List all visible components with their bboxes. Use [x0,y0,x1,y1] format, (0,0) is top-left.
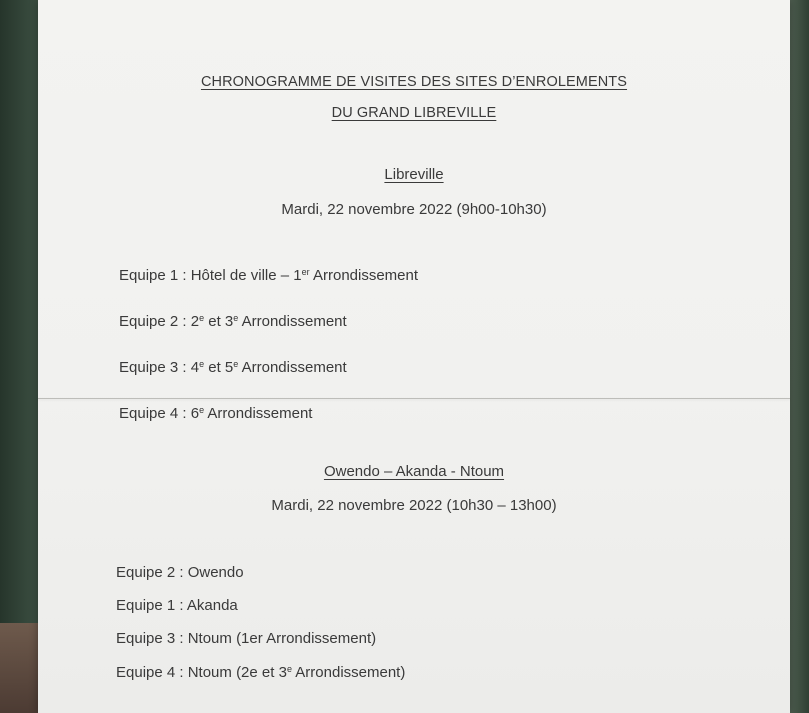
section-heading-libreville: Libreville [384,166,444,183]
item-text: et 3 [204,313,234,330]
document-title-line-1: CHRONOGRAMME DE VISITES DES SITES D’ENROLEMENTS [200,74,628,90]
list-item [119,406,312,421]
list-item [119,314,347,329]
item-superscript: e [199,359,205,369]
item-superscript: e [199,313,205,323]
paper-sheet [38,0,790,713]
item-superscript: e [233,313,239,323]
list-item [119,268,418,283]
item-superscript: er [301,267,310,277]
item-text: Equipe 1 : Hôtel de ville – 1 [119,267,302,284]
item-text: et 5 [204,359,234,376]
list-item [116,631,376,646]
item-text: Arrondissement [238,313,347,330]
list-item [116,665,405,680]
section-heading-owendo-akanda-ntoum: Owendo – Akanda - Ntoum [323,463,505,480]
item-text: Equipe 4 : 6 [119,405,200,422]
item-text: Arrondissement [204,405,313,422]
item-superscript: e [199,405,205,415]
item-superscript: e [233,359,239,369]
section-date-owendo-akanda-ntoum: Mardi, 22 novembre 2022 (10h30 – 13h00) [271,497,557,514]
item-text: Arrondissement [238,359,347,376]
item-text: Equipe 3 : 4 [119,359,200,376]
item-text: Equipe 3 : Ntoum (1er Arrondissement) [116,630,377,647]
item-text: Equipe 1 : Akanda [116,597,238,614]
section-date-libreville: Mardi, 22 novembre 2022 (9h00-10h30) [281,201,547,218]
paper-fold-line [38,398,790,399]
document-title-line-2: DU GRAND LIBREVILLE [331,105,497,121]
item-text: Equipe 4 : Ntoum (2e et 3 [116,664,287,681]
item-superscript: e [286,664,292,674]
item-text: Arrondissement [309,267,419,284]
list-item [119,360,347,375]
item-text: Equipe 2 : Owendo [116,564,244,581]
item-text: Arrondissement) [291,664,406,681]
list-item [116,598,238,613]
item-text: Equipe 2 : 2 [119,313,200,330]
list-item [116,565,244,580]
